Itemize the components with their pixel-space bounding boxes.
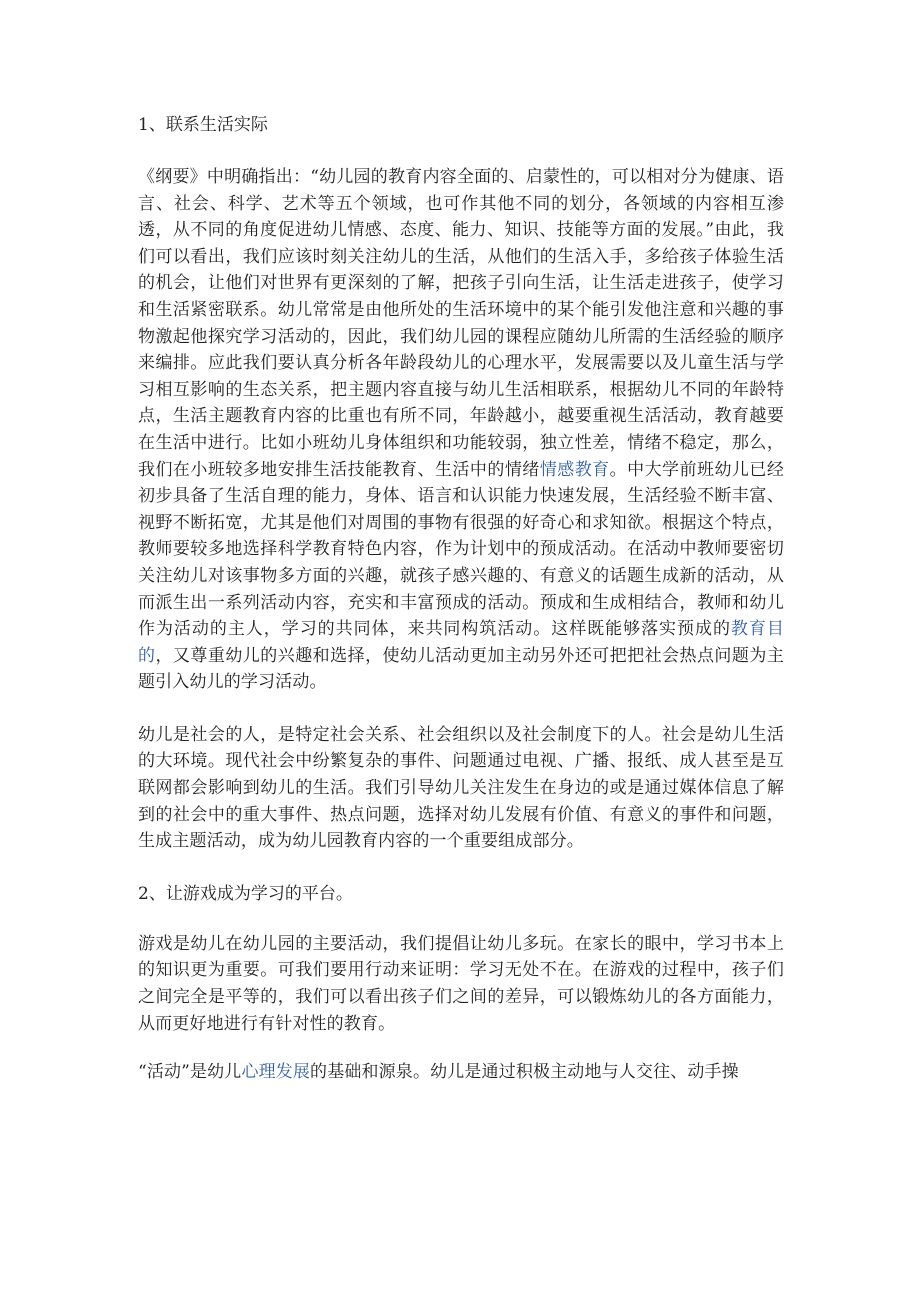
paragraph-4 [138,1059,784,1086]
link-education-purpose[interactable]: 教育目的 [138,619,785,666]
paragraph-1 [138,164,784,696]
paragraph-1-text-b: 。中大学前班幼儿已经初步具备了生活自理的能力，身体、语言和认识能力快速发展，生活经验不断丰富、视野不断拓宽，尤其是他们对周围的事物有很强的好奇心和求知欲。根据这个特点，教师要较多地选择科学教育特色内容，作为计划中的预成活动。在活动中教师要密切关注幼儿对该事物多方面的兴趣，就孩子感兴趣的、有意义的话题生成新的活动，从而派生出一系列活动内容，充实和丰富预成的活动。预成和生成相结合，教师和幼儿作为活动的主人，学习的共同体，来共同构筑活动。这样既能够落实预成的 [138,459,784,640]
paragraph-4-text-b: 的基础和源泉。幼儿是通过积极主动地与人交往、动手操 [310,1062,739,1083]
paragraph-2: 幼儿是社会的人，是特定社会关系、社会组织以及社会制度下的人。社会是幼儿生活的大环境。现代社会中纷繁复杂的事件、问题通过电视、广播、报纸、成人甚至是互联网都会影响到幼儿的生活。我们引导幼儿关注发生在身边的或是通过媒体信息了解到的社会中的重大事件、热点问题，选择对幼儿发展有价值、有意义的事件和问题，生成主题活动，成为幼儿园教育内容的一个重要组成部分。 [138,724,784,852]
link-emotion-education[interactable]: 情感教育 [539,459,610,480]
paragraph-4-text-a: “活动”是幼儿 [138,1062,242,1083]
paragraph-1-text-a: 《纲要》中明确指出：“幼儿园的教育内容全面的、启蒙性的，可以相对分为健康、语言、社会、科学、艺术等五个领域，也可作其他不同的划分，各领域的内容相互渗透，从不同的角度促进幼儿情感、态度、能力、知识、技能等方面的发展。”由此，我们可以看出，我们应该时刻关注幼儿的生活，从他们的生活入手，多给孩子体验生活的机会，让他们对世界有更深刻的了解，把孩子引向生活，让生活走进孩子，使学习和生活紧密联系。幼儿常常是由他所处的生活环境中的某个能引发他注意和兴趣的事物激起他探究学习活动的，因此，我们幼儿园的课程应随幼儿所需的生活经验的顺序来编排。应此我们要认真分析各年龄段幼儿的心理水平，发展需要以及儿童生活与学习相互影响的生态关系，把主题内容直接与幼儿生活相联系，根据幼儿不同的年龄特点，生活主题教育内容的比重也有所不同，年龄越小，越要重视生活活动，教育越要在生活中进行。比如小班幼儿身体组织和功能较弱，独立性差，情绪不稳定，那么，我们在小班较多地安排生活技能教育、生活中的情绪 [138,167,784,480]
section-heading-1: 1、联系生活实际 [138,115,268,135]
paragraph-1-text-c: ，又尊重幼儿的兴趣和选择，使幼儿活动更加主动另外还可把把社会热点问题为主题引入幼儿的学习活动。 [138,645,784,693]
document-body [138,110,784,1108]
paragraph-3: 游戏是幼儿在幼儿园的主要活动，我们提倡让幼儿多玩。在家长的眼中，学习书本上的知识更为重要。可我们要用行动来证明：学习无处不在。在游戏的过程中，孩子们之间完全是平等的，我们可以看出孩子们之间的差异，可以锻炼幼儿的各方面能力，从而更好地进行有针对性的教育。 [138,933,784,1034]
link-psychological-development[interactable]: 心理发展 [241,1062,311,1083]
section-heading-2: 2、让游戏成为学习的平台。 [138,883,353,904]
